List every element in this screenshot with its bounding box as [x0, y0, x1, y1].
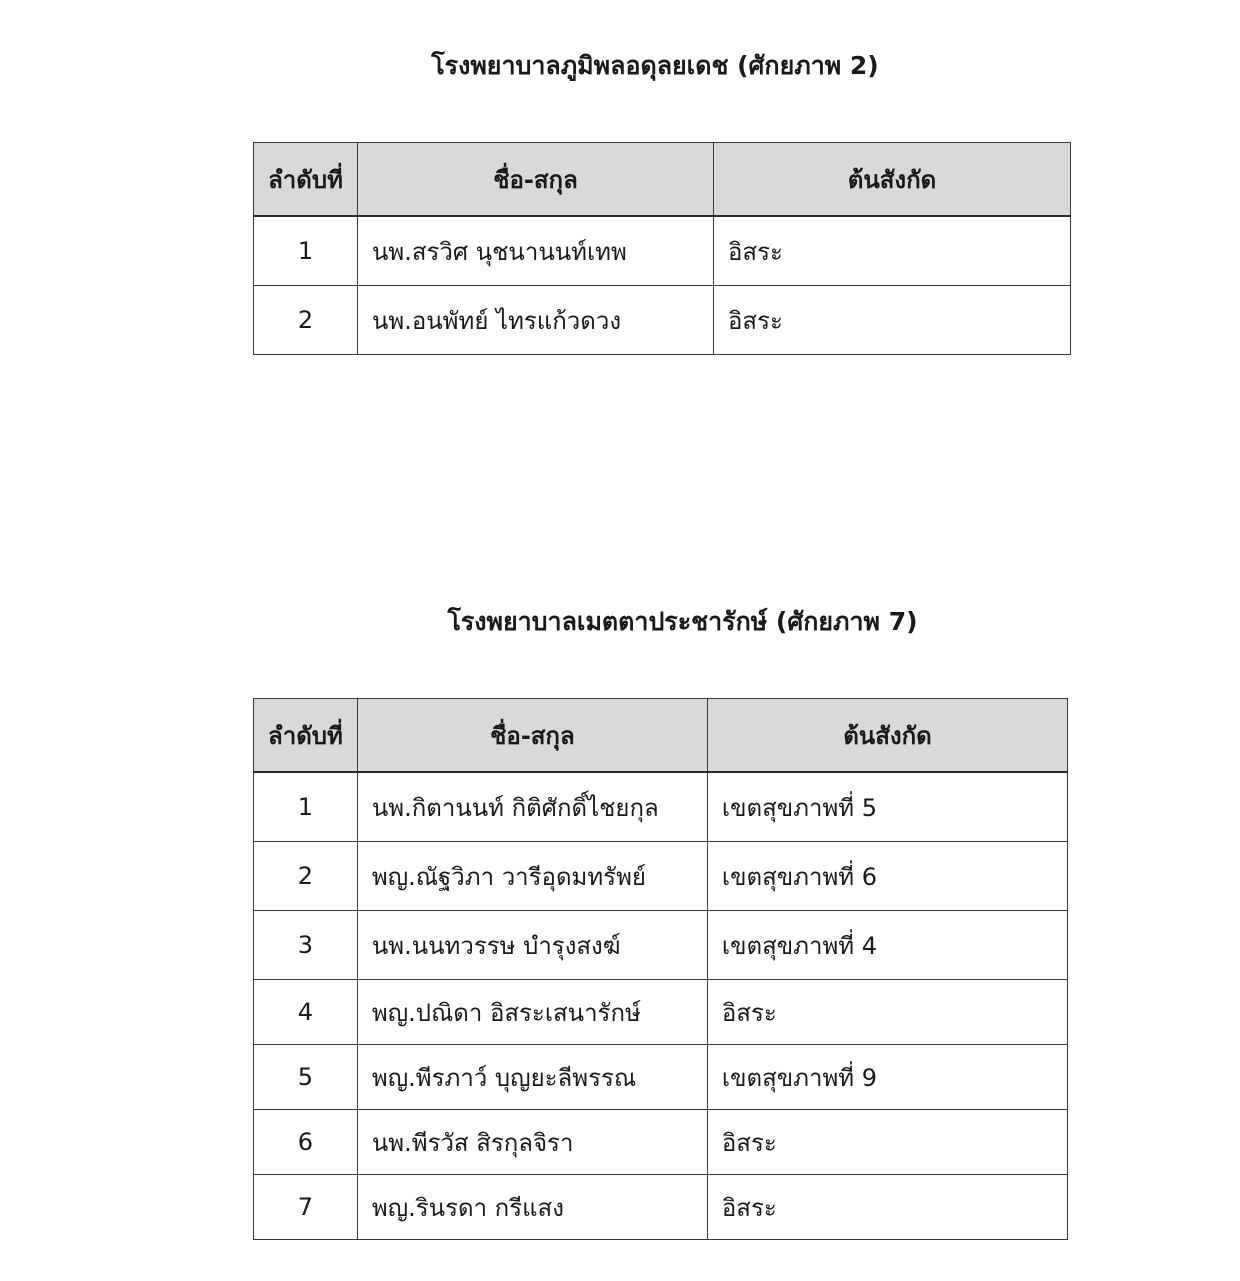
row-name: นพ.กิตานนท์ กิติศักดิ์ไชยกุล	[357, 772, 707, 842]
section-title-bhumibol: โรงพยาบาลภูมิพลอดุลยเดช (ศักยภาพ 2)	[431, 51, 879, 80]
column-header-no: ลำดับที่	[254, 143, 358, 217]
row-name: พญ.ณัฐวิภา วารีอุดมทรัพย์	[357, 842, 707, 911]
table-row	[254, 980, 1068, 1045]
row-affiliation: อิสระ	[707, 980, 1067, 1045]
row-affiliation: อิสระ	[714, 216, 1071, 286]
column-header-no: ลำดับที่	[254, 699, 358, 773]
column-header-name: ชื่อ-สกุล	[357, 699, 707, 773]
row-number: 6	[254, 1110, 358, 1175]
table-row	[254, 1045, 1068, 1110]
row-number: 5	[254, 1045, 358, 1110]
row-number: 3	[254, 911, 358, 980]
table-row	[254, 842, 1068, 911]
row-name: พญ.พีรภาว์ บุญยะลีพรรณ	[357, 1045, 707, 1110]
table-row	[254, 1175, 1068, 1240]
row-affiliation: เขตสุขภาพที่ 9	[707, 1045, 1067, 1110]
row-affiliation: อิสระ	[714, 286, 1071, 355]
table-header-row	[254, 699, 1068, 773]
table-header-row	[254, 143, 1071, 217]
row-number: 1	[254, 772, 358, 842]
row-affiliation: เขตสุขภาพที่ 5	[707, 772, 1067, 842]
row-number: 2	[254, 286, 358, 355]
column-header-affiliation: ต้นสังกัด	[707, 699, 1067, 773]
row-name: นพ.นนทวรรษ บำรุงสงฆ์	[357, 911, 707, 980]
row-affiliation: อิสระ	[707, 1175, 1067, 1240]
table-row	[254, 772, 1068, 842]
row-affiliation: เขตสุขภาพที่ 6	[707, 842, 1067, 911]
table-row	[254, 216, 1071, 286]
row-name: พญ.รินรดา กรีแสง	[357, 1175, 707, 1240]
row-number: 2	[254, 842, 358, 911]
row-name: นพ.สรวิศ นุชนานนท์เทพ	[358, 216, 714, 286]
table-row	[254, 1110, 1068, 1175]
table-row	[254, 911, 1068, 980]
row-affiliation: อิสระ	[707, 1110, 1067, 1175]
roster-table-bhumibol	[253, 142, 1071, 355]
row-number: 4	[254, 980, 358, 1045]
row-name: นพ.พีรวัส สิรกุลจิรา	[357, 1110, 707, 1175]
row-number: 1	[254, 216, 358, 286]
column-header-name: ชื่อ-สกุล	[358, 143, 714, 217]
row-number: 7	[254, 1175, 358, 1240]
column-header-affiliation: ต้นสังกัด	[714, 143, 1071, 217]
table-row	[254, 286, 1071, 355]
row-name: พญ.ปณิดา อิสระเสนารักษ์	[357, 980, 707, 1045]
roster-table-mettapracharak	[253, 698, 1068, 1240]
row-name: นพ.อนพัทย์ ไทรแก้วดวง	[358, 286, 714, 355]
row-affiliation: เขตสุขภาพที่ 4	[707, 911, 1067, 980]
section-title-mettapracharak: โรงพยาบาลเมตตาประชารักษ์ (ศักยภาพ 7)	[447, 607, 918, 636]
